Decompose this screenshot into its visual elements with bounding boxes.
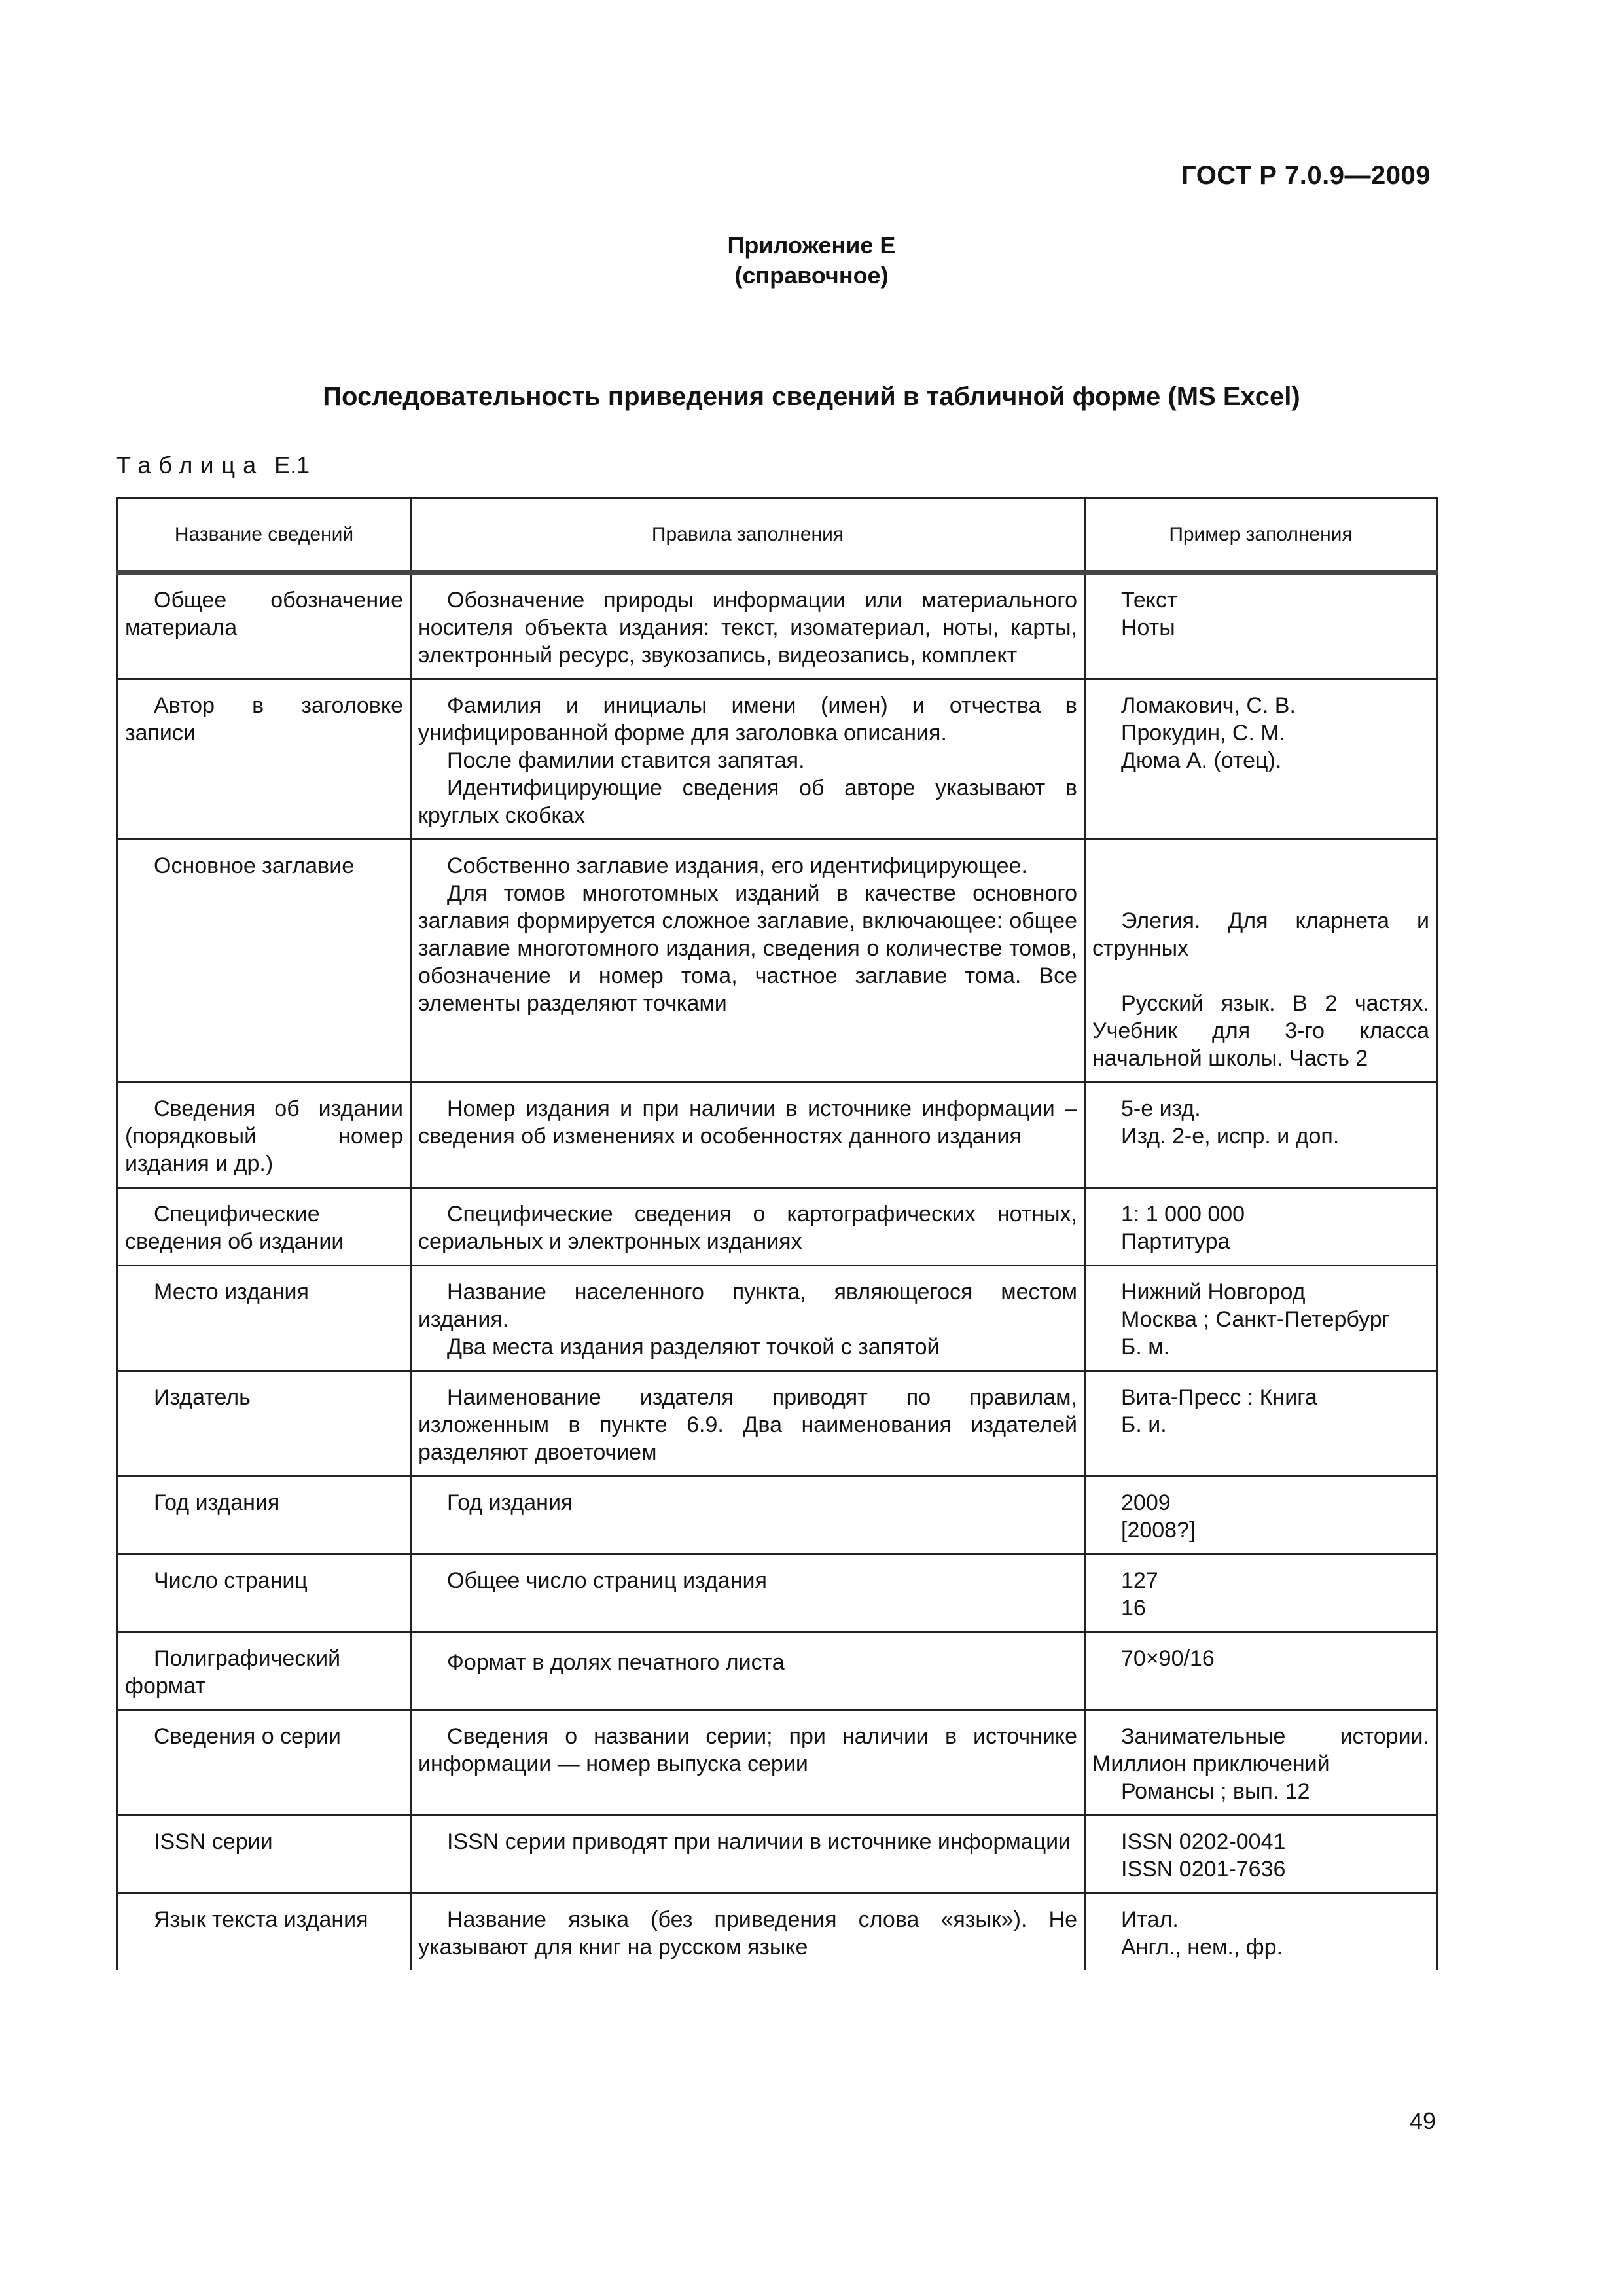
cell-text: Номер издания и при наличии в источнике информации – сведения об изменениях и особенностях данного издания [418,1096,1077,1149]
cell-name [118,840,411,1083]
cell-text: 2009 [1121,1490,1171,1515]
cell-text: Число страниц [154,1568,308,1593]
table-row [118,679,1437,840]
column-header-rules: Правила заполнения [411,499,1085,573]
table-row [118,1266,1437,1371]
cell-text: Собственно заглавие издания, его идентифицирующее. [447,853,1027,878]
cell-examples [1085,1477,1437,1554]
document-title: Последовательность приведения сведений в табличной форме (MS Excel) [323,382,1300,411]
cell-text: Место издания [154,1280,309,1304]
cell-text: Прокудин, С. М. [1121,721,1286,745]
cell-rules [411,840,1085,1083]
cell-text: Специфические сведения об издании [125,1202,344,1254]
cell-text: Сведения об издании (порядковый номер издания и др.) [125,1096,403,1176]
cell-text: Партитура [1121,1229,1230,1254]
table-caption-word: Таблица [116,452,264,478]
cell-examples [1085,573,1437,679]
cell-text: Занимательные истории. Миллион приключений [1092,1724,1429,1776]
cell-text: Название населенного пункта, являющегося местом издания. [418,1280,1077,1332]
table-row [118,1371,1437,1477]
cell-text: Для томов многотомных изданий в качестве основного заглавия формируется сложное заглавие, включающее: общее заглавие многотомного издания, сведения о количестве томов, обозначение и номер тома, частное заглавие тома. Все элементы разделяют точками [418,881,1077,1016]
cell-text: Романсы ; вып. 12 [1121,1779,1310,1804]
cell-name [118,1083,411,1188]
cell-rules [411,1266,1085,1371]
table-row [118,1816,1437,1893]
cell-text: Год издания [154,1490,280,1515]
cell-name [118,1816,411,1893]
column-header-name: Название сведений [118,499,411,573]
cell-rules [411,679,1085,840]
cell-text: Издатель [154,1385,251,1410]
cell-examples [1085,1266,1437,1371]
cell-text: Ноты [1121,615,1175,640]
cell-text: Формат в долях печатного листа [447,1650,785,1675]
cell-text: Общее обозначение материала [125,588,403,640]
appendix-title: Приложение Е [727,232,896,259]
cell-examples [1085,1188,1437,1266]
table-row [118,1477,1437,1554]
cell-name [118,1554,411,1632]
cell-examples [1085,1632,1437,1710]
cell-text: ISSN 0201-7636 [1121,1857,1286,1882]
cell-name [118,573,411,679]
cell-rules [411,1816,1085,1893]
column-header-example: Пример заполнения [1085,499,1437,573]
cell-name [118,1710,411,1816]
table-row [118,1554,1437,1632]
cell-text: Русский язык. В 2 частях. Учебник для 3-го класса начальной школы. Часть 2 [1092,991,1429,1071]
table-row [118,840,1437,1083]
cell-name [118,1371,411,1477]
cell-rules [411,1477,1085,1554]
cell-text: Идентифицирующие сведения об авторе указывают в круглых скобках [418,776,1077,828]
cell-text: [2008?] [1121,1518,1196,1543]
cell-examples [1085,1893,1437,1971]
cell-text: ISSN 0202-0041 [1121,1829,1286,1854]
cell-examples [1085,1816,1437,1893]
cell-text: Общее число страниц издания [447,1568,767,1593]
cell-text: Текст [1121,588,1177,613]
cell-rules [411,1632,1085,1710]
table-row [118,573,1437,679]
cell-text: Наименование издателя приводят по правилам, изложенным в пункте 6.9. Два наименования издателей разделяют двоеточием [418,1385,1077,1465]
table-caption [116,452,310,479]
table-row [118,1893,1437,1971]
table-row [118,1188,1437,1266]
table-caption-number: Е.1 [274,452,310,478]
cell-name [118,679,411,840]
table-row [118,1632,1437,1710]
page-number: 49 [1409,2108,1436,2134]
cell-text: Москва ; Санкт-Петербург [1121,1307,1391,1332]
cell-rules [411,1188,1085,1266]
cell-text: Автор в заголовке записи [125,693,403,745]
cell-examples [1085,679,1437,840]
cell-text: Сведения о серии [154,1724,341,1749]
cell-rules [411,1371,1085,1477]
cell-text: Изд. 2-е, испр. и доп. [1121,1124,1340,1149]
cell-text: Обозначение природы информации или материального носителя объекта издания: текст, изоматериал, ноты, карты, электронный ресурс, звукозапись, видеозапись, комплект [418,588,1077,668]
cell-text: Англ., нем., фр. [1121,1935,1283,1960]
cell-text: Фамилия и инициалы имени (имен) и отчества в унифицированной форме для заголовка описания. [418,693,1077,745]
cell-name [118,1893,411,1971]
appendix-heading [0,230,1623,291]
cell-text: Б. м. [1121,1335,1170,1359]
cell-text: 70×90/16 [1121,1646,1215,1671]
cell-text: 5-е изд. [1121,1096,1201,1121]
cell-text: Два места издания разделяют точкой с запятой [447,1335,940,1359]
cell-text: ISSN серии [154,1829,273,1854]
standard-designation: ГОСТ Р 7.0.9—2009 [1181,161,1431,190]
cell-text: Сведения о названии серии; при наличии в источнике информации — номер выпуска серии [418,1724,1077,1776]
cell-rules [411,573,1085,679]
cell-rules [411,1893,1085,1971]
cell-text: Полиграфический формат [125,1646,341,1698]
cell-rules [411,1710,1085,1816]
cell-text: 1: 1 000 000 [1121,1202,1245,1227]
cell-examples [1085,1083,1437,1188]
cell-text: Название языка (без приведения слова «язык»). Не указывают для книг на русском языке [418,1907,1077,1960]
cell-rules [411,1554,1085,1632]
table-row [118,1710,1437,1816]
appendix-subtitle: (справочное) [734,262,889,289]
cell-name [118,1477,411,1554]
cell-name [118,1266,411,1371]
cell-examples [1085,840,1437,1083]
cell-text: Вита-Пресс : Книга [1121,1385,1317,1410]
table-header-row [118,499,1437,573]
cell-text: Нижний Новгород [1121,1280,1306,1304]
cell-text: Ломакович, С. В. [1121,693,1296,718]
cell-text: Специфические сведения о картографических нотных, сериальных и электронных изданиях [418,1202,1077,1254]
cell-text: Основное заглавие [154,853,355,878]
cell-text: Элегия. Для кларнета и струнных [1092,908,1429,961]
cell-text: После фамилии ставится запятая. [447,748,805,773]
cell-text: 127 [1121,1568,1158,1593]
cell-text: Итал. [1121,1907,1179,1932]
cell-text: Год издания [447,1490,573,1515]
cell-examples [1085,1371,1437,1477]
cell-text: Дюма А. (отец). [1121,748,1282,773]
data-table [116,497,1438,1970]
cell-text: Язык текста издания [154,1907,368,1932]
cell-examples [1085,1710,1437,1816]
cell-name [118,1632,411,1710]
cell-examples [1085,1554,1437,1632]
cell-text: 16 [1121,1596,1146,1621]
cell-text: Б. и. [1121,1412,1167,1437]
table-row [118,1083,1437,1188]
cell-text: ISSN серии приводят при наличии в источнике информации [447,1829,1071,1854]
cell-rules [411,1083,1085,1188]
cell-name [118,1188,411,1266]
